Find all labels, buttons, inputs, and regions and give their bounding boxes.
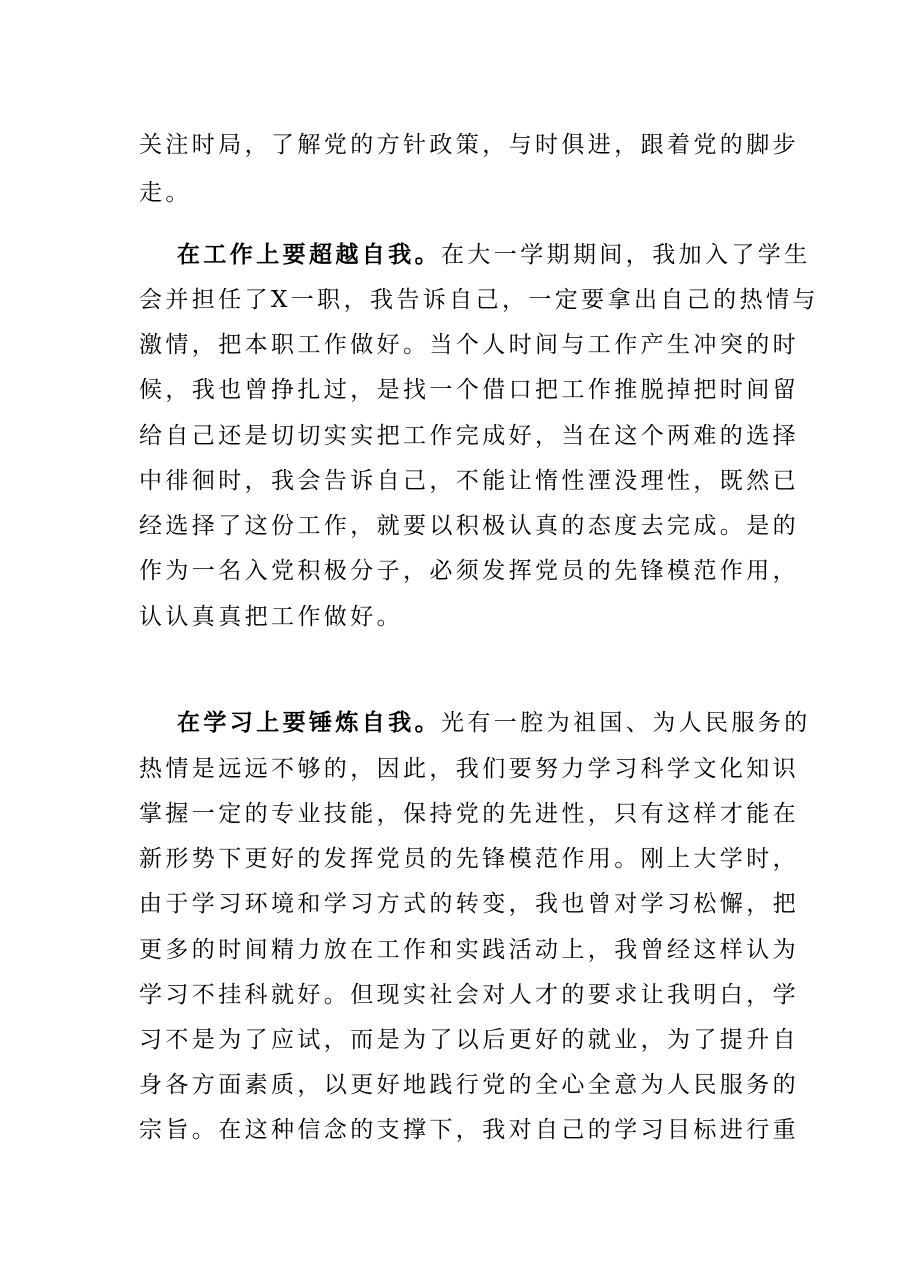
paragraph-3-line-2: 热情是远远不够的，因此，我们要努力学习科学文化知识 (139, 756, 799, 782)
paragraph-2-line-2: 会并担任了X一职，我告诉自己，一定要拿出自己的热情与 (139, 287, 819, 313)
paragraph-3-line-7: 学习不挂科就好。但现实社会对人才的要求让我明白，学 (139, 982, 799, 1008)
paragraph-3-line-1-text: 光有一腔为祖国、为人民服务的 (441, 710, 811, 736)
paragraph-3-lead: 在学习上要锤炼自我。 (177, 710, 441, 736)
paragraph-3-line-5: 由于学习环境和学习方式的转变，我也曾对学习松懈，把 (139, 891, 799, 917)
paragraph-2-line-8: 作为一名入党积极分子，必须发挥党员的先锋模范作用， (139, 558, 799, 584)
paragraph-2-line-1 (177, 240, 811, 270)
paragraph-2-lead: 在工作上要超越自我。 (177, 242, 441, 268)
paragraph-2-line-6: 中徘徊时，我会告诉自己，不能让惰性湮没理性，既然已 (139, 468, 799, 494)
paragraph-2-line-3: 激情，把本职工作做好。当个人时间与工作产生冲突的时 (139, 332, 799, 358)
paragraph-2-line-7: 经选择了这份工作，就要以积极认真的态度去完成。是的 (139, 513, 799, 539)
paragraph-2-line-5: 给自己还是切切实实把工作完成好，当在这个两难的选择 (139, 423, 799, 449)
paragraph-2-line-1-text: 在大一学期期间，我加入了学生 (441, 242, 811, 268)
paragraph-3-line-10: 宗旨。在这种信念的支撑下，我对自己的学习目标进行重 (139, 1117, 799, 1143)
paragraph-3-line-9: 身各方面素质，以更好地践行党的全心全意为人民服务的 (139, 1072, 799, 1098)
paragraph-1-line-1: 关注时局，了解党的方针政策，与时俱进，跟着党的脚步 (139, 132, 799, 158)
paragraph-2-line-9: 认认真真把工作做好。 (139, 604, 403, 630)
paragraph-3-line-3: 掌握一定的专业技能，保持党的先进性，只有这样才能在 (139, 801, 799, 827)
paragraph-3-line-8: 习不是为了应试，而是为了以后更好的就业，为了提升自 (139, 1027, 799, 1053)
paragraph-3-line-4: 新形势下更好的发挥党员的先锋模范作用。刚上大学时， (139, 846, 799, 872)
paragraph-2-line-4: 候，我也曾挣扎过，是找一个借口把工作推脱掉把时间留 (139, 377, 799, 403)
paragraph-3-line-6: 更多的时间精力放在工作和实践活动上，我曾经这样认为 (139, 937, 799, 963)
paragraph-1-line-2: 走。 (139, 180, 192, 206)
paragraph-3-line-1 (177, 708, 811, 738)
